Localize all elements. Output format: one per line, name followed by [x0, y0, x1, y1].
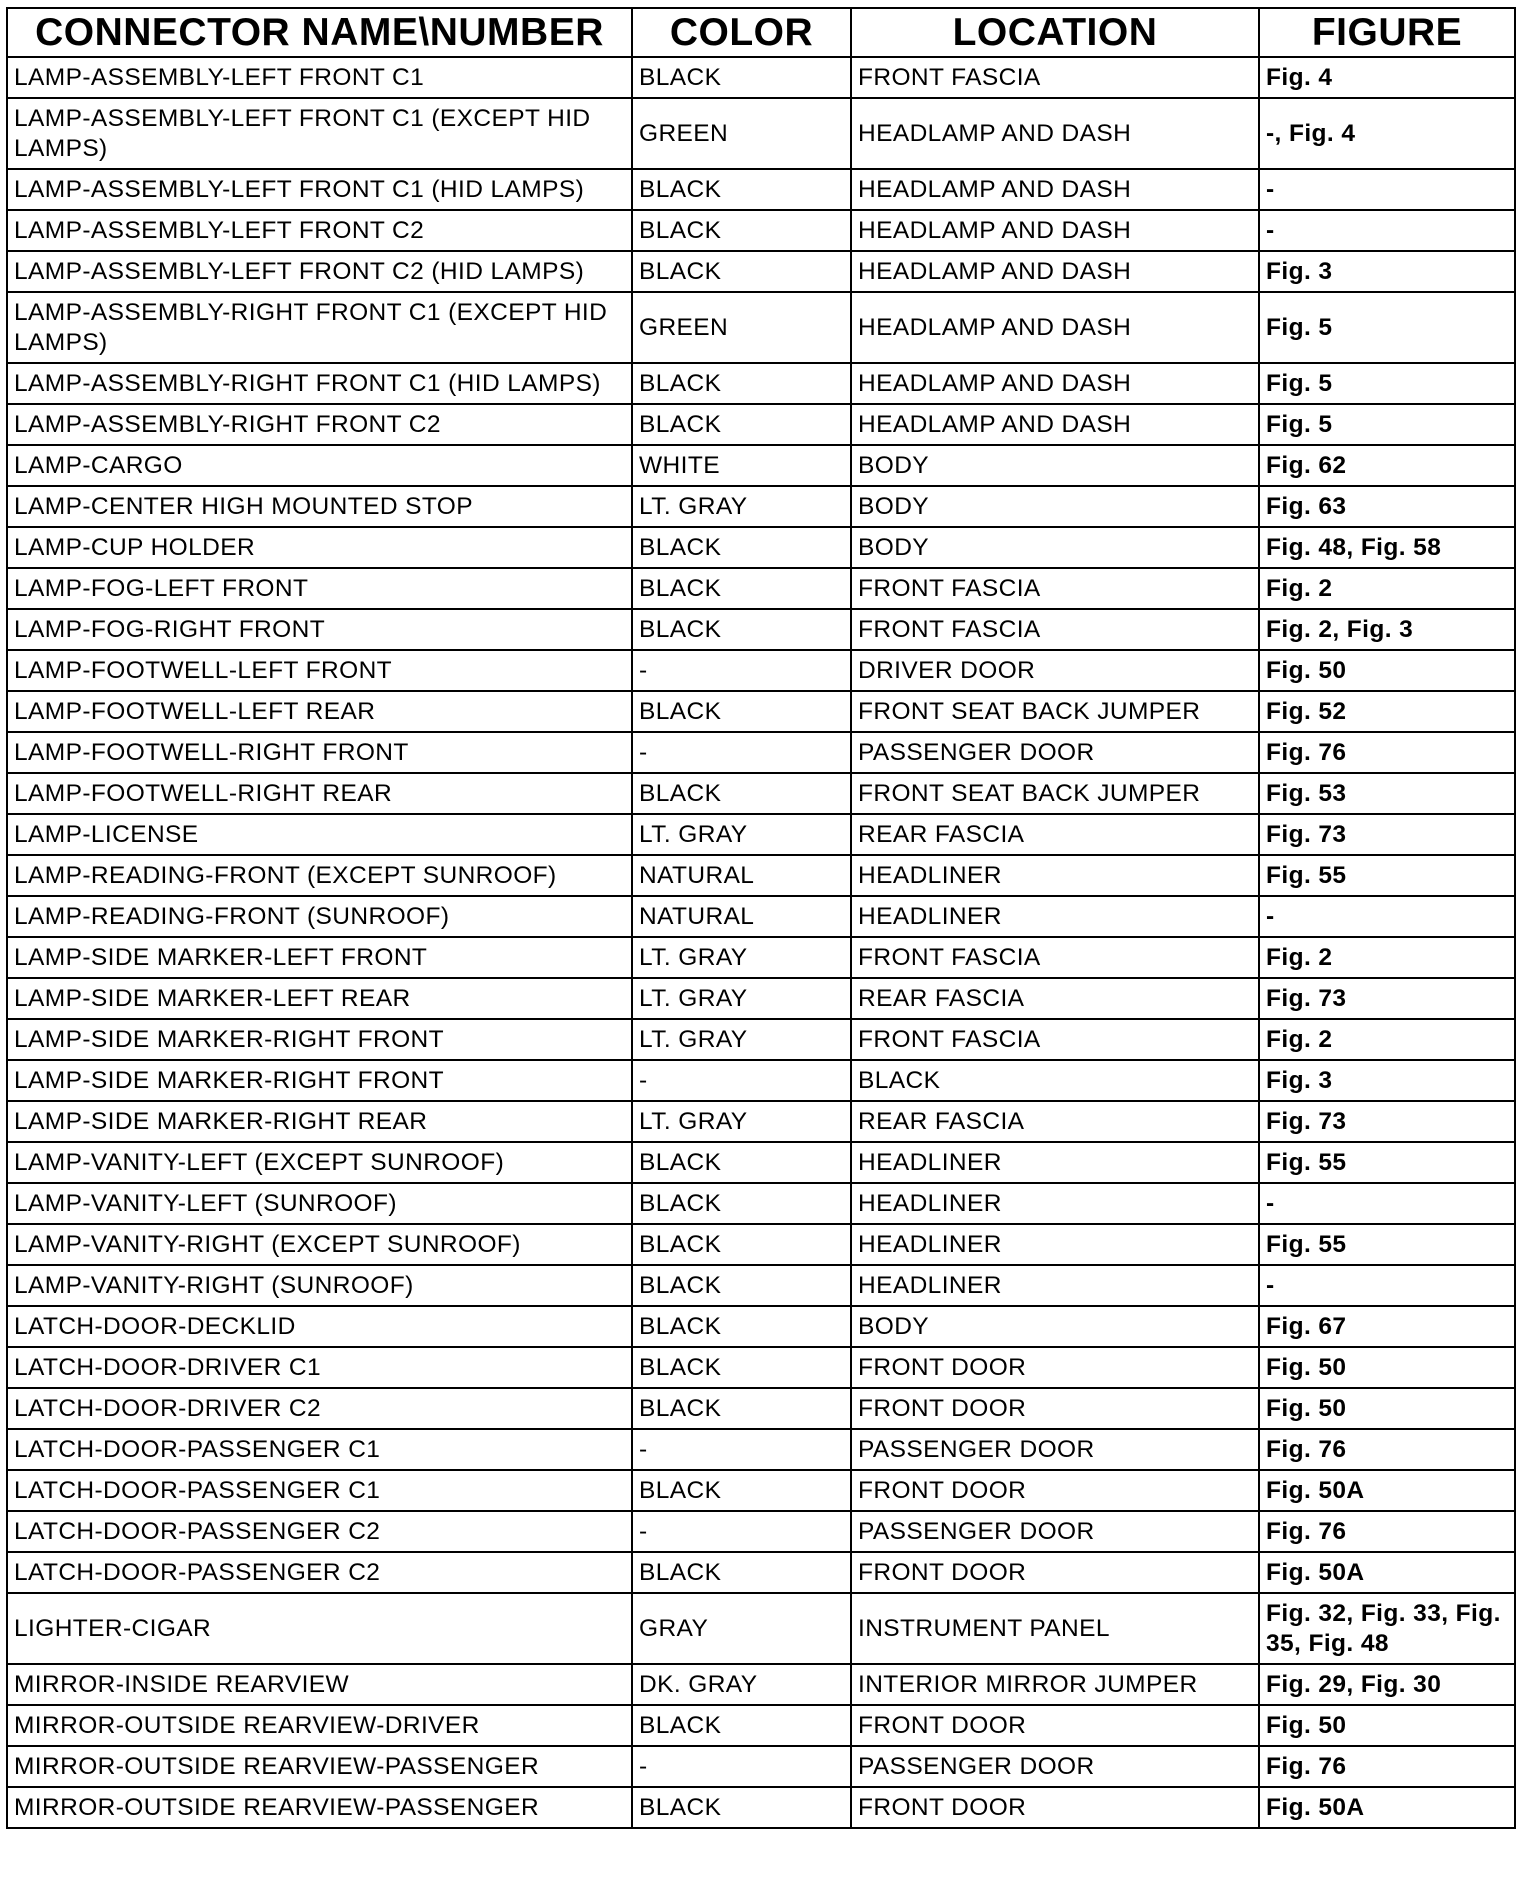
table-row — [7, 896, 1515, 937]
cell-connector-name: LAMP-SIDE MARKER-LEFT FRONT — [7, 937, 632, 978]
cell-location: HEADLAMP AND DASH — [851, 363, 1259, 404]
table-row — [7, 1552, 1515, 1593]
cell-figure: Fig. 32, Fig. 33, Fig. 35, Fig. 48 — [1259, 1593, 1515, 1664]
cell-color: BLACK — [632, 773, 851, 814]
cell-connector-name: LATCH-DOOR-PASSENGER C2 — [7, 1552, 632, 1593]
table-row — [7, 169, 1515, 210]
table-row — [7, 251, 1515, 292]
cell-connector-name: LAMP-VANITY-RIGHT (EXCEPT SUNROOF) — [7, 1224, 632, 1265]
cell-location: BODY — [851, 445, 1259, 486]
cell-location: PASSENGER DOOR — [851, 1429, 1259, 1470]
cell-color: DK. GRAY — [632, 1664, 851, 1705]
cell-location: HEADLINER — [851, 855, 1259, 896]
cell-figure: Fig. 55 — [1259, 855, 1515, 896]
cell-location: BODY — [851, 527, 1259, 568]
cell-color: - — [632, 732, 851, 773]
table-row — [7, 1347, 1515, 1388]
header-color: COLOR — [632, 8, 851, 57]
cell-figure: Fig. 50A — [1259, 1552, 1515, 1593]
cell-color: BLACK — [632, 404, 851, 445]
cell-color: - — [632, 1429, 851, 1470]
cell-connector-name: LATCH-DOOR-DECKLID — [7, 1306, 632, 1347]
table-row — [7, 1306, 1515, 1347]
cell-figure: - — [1259, 1183, 1515, 1224]
cell-figure: Fig. 3 — [1259, 1060, 1515, 1101]
cell-color: BLACK — [632, 169, 851, 210]
cell-figure: Fig. 3 — [1259, 251, 1515, 292]
cell-connector-name: LAMP-SIDE MARKER-RIGHT REAR — [7, 1101, 632, 1142]
cell-connector-name: LAMP-CARGO — [7, 445, 632, 486]
cell-connector-name: LAMP-READING-FRONT (EXCEPT SUNROOF) — [7, 855, 632, 896]
table-row — [7, 210, 1515, 251]
cell-connector-name: LAMP-FOOTWELL-RIGHT FRONT — [7, 732, 632, 773]
header-connector-name: CONNECTOR NAME\NUMBER — [7, 8, 632, 57]
cell-figure: Fig. 76 — [1259, 1429, 1515, 1470]
cell-connector-name: LAMP-VANITY-LEFT (SUNROOF) — [7, 1183, 632, 1224]
table-body — [7, 57, 1515, 1828]
table-row — [7, 1183, 1515, 1224]
cell-figure: Fig. 62 — [1259, 445, 1515, 486]
cell-connector-name: LAMP-ASSEMBLY-LEFT FRONT C1 (HID LAMPS) — [7, 169, 632, 210]
table-row — [7, 609, 1515, 650]
cell-location: BODY — [851, 486, 1259, 527]
cell-location: PASSENGER DOOR — [851, 1511, 1259, 1552]
cell-figure: Fig. 4 — [1259, 57, 1515, 98]
cell-color: LT. GRAY — [632, 1101, 851, 1142]
cell-location: REAR FASCIA — [851, 978, 1259, 1019]
cell-figure: Fig. 2 — [1259, 1019, 1515, 1060]
cell-location: DRIVER DOOR — [851, 650, 1259, 691]
table-row — [7, 1593, 1515, 1664]
cell-color: - — [632, 1060, 851, 1101]
cell-figure: Fig. 52 — [1259, 691, 1515, 732]
cell-connector-name: LAMP-ASSEMBLY-LEFT FRONT C1 (EXCEPT HID LAMPS) — [7, 98, 632, 169]
cell-color: BLACK — [632, 1388, 851, 1429]
table-row — [7, 1470, 1515, 1511]
cell-figure: - — [1259, 1265, 1515, 1306]
table-row — [7, 1511, 1515, 1552]
cell-location: FRONT FASCIA — [851, 609, 1259, 650]
cell-location: FRONT DOOR — [851, 1787, 1259, 1828]
cell-color: - — [632, 650, 851, 691]
table-row — [7, 1019, 1515, 1060]
cell-color: BLACK — [632, 251, 851, 292]
cell-figure: Fig. 50 — [1259, 1347, 1515, 1388]
cell-color: - — [632, 1511, 851, 1552]
cell-location: FRONT DOOR — [851, 1347, 1259, 1388]
cell-color: NATURAL — [632, 855, 851, 896]
cell-location: HEADLAMP AND DASH — [851, 169, 1259, 210]
cell-figure: Fig. 76 — [1259, 1511, 1515, 1552]
cell-figure: Fig. 55 — [1259, 1142, 1515, 1183]
cell-location: REAR FASCIA — [851, 814, 1259, 855]
header-location: LOCATION — [851, 8, 1259, 57]
cell-color: BLACK — [632, 1787, 851, 1828]
cell-color: LT. GRAY — [632, 978, 851, 1019]
cell-connector-name: LAMP-FOG-RIGHT FRONT — [7, 609, 632, 650]
table-row — [7, 1429, 1515, 1470]
cell-location: INSTRUMENT PANEL — [851, 1593, 1259, 1664]
cell-connector-name: LAMP-VANITY-LEFT (EXCEPT SUNROOF) — [7, 1142, 632, 1183]
cell-color: GREEN — [632, 98, 851, 169]
cell-location: FRONT DOOR — [851, 1705, 1259, 1746]
cell-figure: Fig. 5 — [1259, 404, 1515, 445]
cell-connector-name: MIRROR-OUTSIDE REARVIEW-PASSENGER — [7, 1746, 632, 1787]
table-row — [7, 691, 1515, 732]
table-row — [7, 568, 1515, 609]
cell-color: BLACK — [632, 210, 851, 251]
cell-location: REAR FASCIA — [851, 1101, 1259, 1142]
cell-figure: Fig. 73 — [1259, 1101, 1515, 1142]
table-row — [7, 1060, 1515, 1101]
cell-color: NATURAL — [632, 896, 851, 937]
cell-connector-name: LAMP-FOOTWELL-LEFT FRONT — [7, 650, 632, 691]
cell-location: HEADLINER — [851, 1183, 1259, 1224]
cell-connector-name: LAMP-SIDE MARKER-RIGHT FRONT — [7, 1060, 632, 1101]
cell-figure: Fig. 73 — [1259, 978, 1515, 1019]
table-row — [7, 773, 1515, 814]
table-row — [7, 1388, 1515, 1429]
cell-figure: - — [1259, 210, 1515, 251]
table-row — [7, 1787, 1515, 1828]
table-row — [7, 855, 1515, 896]
cell-connector-name: LAMP-ASSEMBLY-LEFT FRONT C2 — [7, 210, 632, 251]
cell-color: LT. GRAY — [632, 486, 851, 527]
cell-location: FRONT FASCIA — [851, 57, 1259, 98]
table-row — [7, 1265, 1515, 1306]
cell-figure: -, Fig. 4 — [1259, 98, 1515, 169]
cell-figure: Fig. 29, Fig. 30 — [1259, 1664, 1515, 1705]
cell-location: HEADLAMP AND DASH — [851, 210, 1259, 251]
table-row — [7, 1664, 1515, 1705]
cell-color: BLACK — [632, 1183, 851, 1224]
table-row — [7, 650, 1515, 691]
cell-location: FRONT FASCIA — [851, 568, 1259, 609]
table-row — [7, 1224, 1515, 1265]
cell-connector-name: MIRROR-OUTSIDE REARVIEW-DRIVER — [7, 1705, 632, 1746]
cell-connector-name: LAMP-ASSEMBLY-RIGHT FRONT C1 (HID LAMPS) — [7, 363, 632, 404]
cell-connector-name: LAMP-READING-FRONT (SUNROOF) — [7, 896, 632, 937]
cell-color: - — [632, 1746, 851, 1787]
cell-figure: Fig. 76 — [1259, 732, 1515, 773]
cell-figure: Fig. 50A — [1259, 1470, 1515, 1511]
cell-connector-name: LATCH-DOOR-DRIVER C1 — [7, 1347, 632, 1388]
cell-figure: Fig. 2, Fig. 3 — [1259, 609, 1515, 650]
connector-table-sheet — [6, 7, 1516, 1829]
cell-figure: Fig. 50A — [1259, 1787, 1515, 1828]
cell-connector-name: LATCH-DOOR-DRIVER C2 — [7, 1388, 632, 1429]
cell-figure: Fig. 50 — [1259, 1705, 1515, 1746]
cell-color: BLACK — [632, 691, 851, 732]
cell-color: WHITE — [632, 445, 851, 486]
table-row — [7, 527, 1515, 568]
table-row — [7, 57, 1515, 98]
cell-figure: Fig. 2 — [1259, 568, 1515, 609]
table-row — [7, 1705, 1515, 1746]
cell-connector-name: LAMP-FOG-LEFT FRONT — [7, 568, 632, 609]
table-row — [7, 814, 1515, 855]
connector-table — [6, 7, 1516, 1829]
cell-location: FRONT DOOR — [851, 1552, 1259, 1593]
table-row — [7, 978, 1515, 1019]
cell-color: LT. GRAY — [632, 814, 851, 855]
cell-location: BLACK — [851, 1060, 1259, 1101]
table-row — [7, 486, 1515, 527]
cell-color: GRAY — [632, 1593, 851, 1664]
cell-connector-name: LAMP-CENTER HIGH MOUNTED STOP — [7, 486, 632, 527]
cell-connector-name: LAMP-FOOTWELL-RIGHT REAR — [7, 773, 632, 814]
table-row — [7, 404, 1515, 445]
cell-color: BLACK — [632, 1552, 851, 1593]
cell-color: BLACK — [632, 1306, 851, 1347]
cell-color: BLACK — [632, 1347, 851, 1388]
cell-connector-name: LAMP-ASSEMBLY-RIGHT FRONT C1 (EXCEPT HID LAMPS) — [7, 292, 632, 363]
cell-location: HEADLINER — [851, 1265, 1259, 1306]
cell-connector-name: LAMP-CUP HOLDER — [7, 527, 632, 568]
cell-location: HEADLINER — [851, 896, 1259, 937]
cell-location: HEADLAMP AND DASH — [851, 98, 1259, 169]
cell-figure: Fig. 50 — [1259, 1388, 1515, 1429]
cell-location: FRONT DOOR — [851, 1470, 1259, 1511]
cell-location: INTERIOR MIRROR JUMPER — [851, 1664, 1259, 1705]
cell-connector-name: LAMP-ASSEMBLY-LEFT FRONT C2 (HID LAMPS) — [7, 251, 632, 292]
cell-figure: Fig. 63 — [1259, 486, 1515, 527]
table-row — [7, 1101, 1515, 1142]
table-row — [7, 732, 1515, 773]
table-row — [7, 363, 1515, 404]
cell-location: FRONT SEAT BACK JUMPER — [851, 691, 1259, 732]
cell-connector-name: LATCH-DOOR-PASSENGER C2 — [7, 1511, 632, 1552]
cell-location: HEADLAMP AND DASH — [851, 251, 1259, 292]
table-header-row — [7, 8, 1515, 57]
table-row — [7, 937, 1515, 978]
cell-figure: Fig. 5 — [1259, 363, 1515, 404]
cell-connector-name: MIRROR-OUTSIDE REARVIEW-PASSENGER — [7, 1787, 632, 1828]
cell-connector-name: LAMP-ASSEMBLY-LEFT FRONT C1 — [7, 57, 632, 98]
cell-figure: - — [1259, 169, 1515, 210]
cell-connector-name: LAMP-LICENSE — [7, 814, 632, 855]
cell-color: BLACK — [632, 609, 851, 650]
cell-connector-name: LATCH-DOOR-PASSENGER C1 — [7, 1429, 632, 1470]
table-row — [7, 1142, 1515, 1183]
cell-color: LT. GRAY — [632, 1019, 851, 1060]
cell-location: PASSENGER DOOR — [851, 1746, 1259, 1787]
cell-color: BLACK — [632, 57, 851, 98]
table-row — [7, 1746, 1515, 1787]
cell-figure: Fig. 67 — [1259, 1306, 1515, 1347]
cell-location: FRONT DOOR — [851, 1388, 1259, 1429]
cell-color: BLACK — [632, 1265, 851, 1306]
cell-color: BLACK — [632, 1705, 851, 1746]
cell-color: BLACK — [632, 1470, 851, 1511]
cell-figure: Fig. 73 — [1259, 814, 1515, 855]
cell-figure: Fig. 76 — [1259, 1746, 1515, 1787]
cell-figure: Fig. 5 — [1259, 292, 1515, 363]
cell-figure: Fig. 53 — [1259, 773, 1515, 814]
table-row — [7, 292, 1515, 363]
cell-figure: Fig. 50 — [1259, 650, 1515, 691]
cell-connector-name: LAMP-VANITY-RIGHT (SUNROOF) — [7, 1265, 632, 1306]
cell-location: HEADLINER — [851, 1142, 1259, 1183]
cell-connector-name: LAMP-SIDE MARKER-LEFT REAR — [7, 978, 632, 1019]
cell-location: FRONT SEAT BACK JUMPER — [851, 773, 1259, 814]
cell-connector-name: LATCH-DOOR-PASSENGER C1 — [7, 1470, 632, 1511]
cell-color: BLACK — [632, 1142, 851, 1183]
cell-color: LT. GRAY — [632, 937, 851, 978]
cell-connector-name: LAMP-FOOTWELL-LEFT REAR — [7, 691, 632, 732]
cell-location: PASSENGER DOOR — [851, 732, 1259, 773]
cell-figure: Fig. 2 — [1259, 937, 1515, 978]
cell-connector-name: LAMP-ASSEMBLY-RIGHT FRONT C2 — [7, 404, 632, 445]
cell-location: FRONT FASCIA — [851, 1019, 1259, 1060]
cell-figure: Fig. 55 — [1259, 1224, 1515, 1265]
table-row — [7, 445, 1515, 486]
cell-connector-name: LAMP-SIDE MARKER-RIGHT FRONT — [7, 1019, 632, 1060]
cell-color: BLACK — [632, 527, 851, 568]
cell-figure: - — [1259, 896, 1515, 937]
cell-location: HEADLAMP AND DASH — [851, 292, 1259, 363]
cell-location: FRONT FASCIA — [851, 937, 1259, 978]
cell-color: BLACK — [632, 1224, 851, 1265]
header-figure: FIGURE — [1259, 8, 1515, 57]
cell-connector-name: MIRROR-INSIDE REARVIEW — [7, 1664, 632, 1705]
cell-location: BODY — [851, 1306, 1259, 1347]
cell-location: HEADLINER — [851, 1224, 1259, 1265]
table-row — [7, 98, 1515, 169]
cell-figure: Fig. 48, Fig. 58 — [1259, 527, 1515, 568]
cell-color: BLACK — [632, 363, 851, 404]
cell-location: HEADLAMP AND DASH — [851, 404, 1259, 445]
cell-color: BLACK — [632, 568, 851, 609]
cell-color: GREEN — [632, 292, 851, 363]
cell-connector-name: LIGHTER-CIGAR — [7, 1593, 632, 1664]
